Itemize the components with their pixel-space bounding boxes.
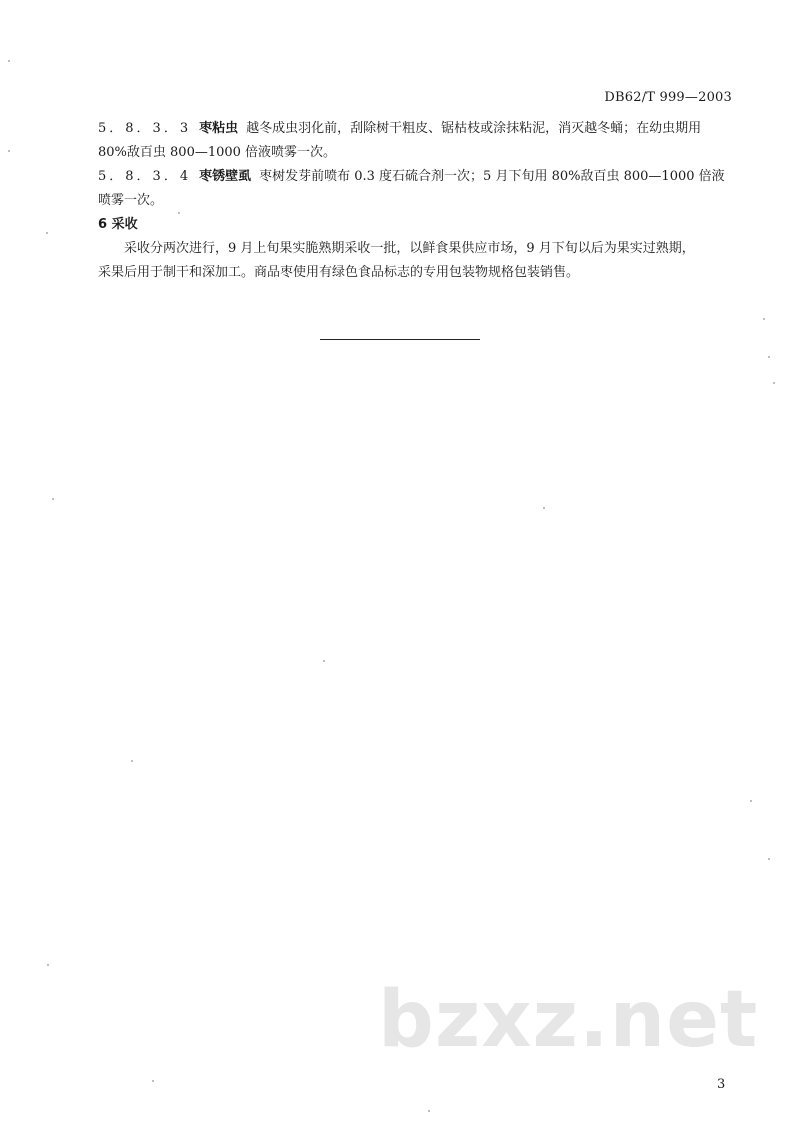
harvest-paragraph-line-2: 采果后用于制干和深加工。商品枣使用有绿色食品标志的专用包装物规格包装销售。 xyxy=(98,265,580,280)
clause-5-8-3-4 xyxy=(98,165,738,189)
page-number: 3 xyxy=(717,1077,726,1092)
clause-5-8-3-3-continued: 80%敌百虫 800—1000 倍液喷雾一次。 xyxy=(98,145,337,160)
section-heading-harvest: 6 采收 xyxy=(98,217,138,232)
scan-speck xyxy=(47,964,49,966)
end-of-text-rule xyxy=(320,339,480,340)
clause-5-8-3-3 xyxy=(98,117,738,141)
scan-speck xyxy=(8,150,10,152)
scan-speck xyxy=(773,382,775,384)
harvest-paragraph-line: 采收分两次进行，9 月上旬果实脆熟期采收一批，以鲜食果供应市场，9 月下旬以后为果实过熟期， xyxy=(124,241,695,256)
scan-speck xyxy=(323,660,325,662)
scan-speck xyxy=(763,318,765,320)
scan-speck xyxy=(52,498,54,500)
scan-speck xyxy=(178,212,180,214)
site-watermark: bzxz.net xyxy=(378,975,759,1065)
scan-speck xyxy=(768,858,770,860)
clause-text-line: 越冬成虫羽化前，刮除树干粗皮、锯枯枝或涂抹粘泥，消灭越冬蛹；在幼虫期用 xyxy=(246,121,702,136)
clause-number: 5．8．3．4 xyxy=(98,169,192,184)
clause-term: 枣锈壁虱 xyxy=(199,169,252,184)
clause-term: 枣粘虫 xyxy=(199,121,239,136)
clause-text-line: 枣树发芽前喷布 0.3 度石硫合剂一次；5 月下旬用 80%敌百虫 800—1000 倍液 xyxy=(259,169,725,184)
standard-code: DB62/T 999—2003 xyxy=(604,90,732,105)
scan-speck xyxy=(768,356,770,358)
scan-speck xyxy=(131,760,133,762)
scan-speck xyxy=(46,232,48,234)
scan-speck xyxy=(428,1110,430,1112)
scan-speck xyxy=(152,1080,154,1082)
scan-speck xyxy=(8,60,10,62)
scan-speck xyxy=(543,507,545,509)
clause-number: 5．8．3．3 xyxy=(98,121,192,136)
clause-5-8-3-4-continued: 喷雾一次。 xyxy=(98,193,164,208)
document-body xyxy=(98,117,738,285)
scan-speck xyxy=(750,800,752,802)
